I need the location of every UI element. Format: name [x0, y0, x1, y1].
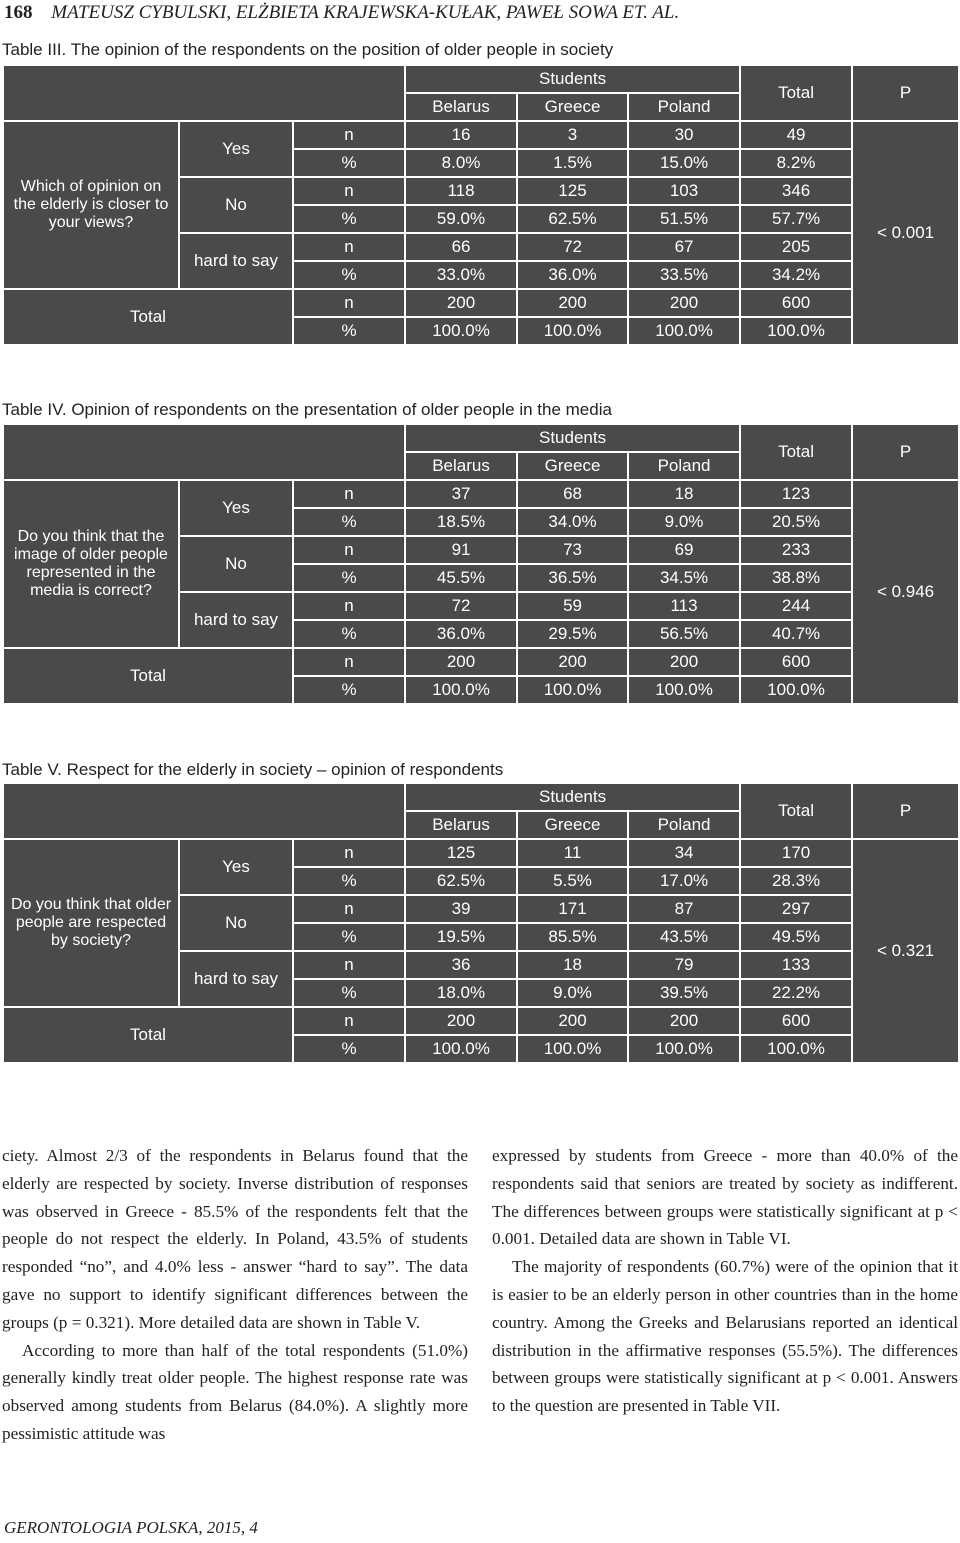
cell: 59.0%	[405, 205, 517, 233]
cell: 34.5%	[628, 564, 740, 592]
cell: 37	[405, 480, 517, 508]
cell: 22.2%	[740, 979, 852, 1007]
cell: 57.7%	[740, 205, 852, 233]
cell: 9.0%	[628, 508, 740, 536]
row-label-n: n	[293, 592, 405, 620]
paragraph: expressed by students from Greece - more than 40.0% of the respondents said that seniors are treated by society as indifferent. The differences between groups were statistically significant at p < 0.001. Detailed data are shown in Table VI.	[492, 1146, 958, 1249]
data-table-2	[2, 782, 960, 1064]
cell: 45.5%	[405, 564, 517, 592]
cell: 297	[740, 895, 852, 923]
cell: 28.3%	[740, 867, 852, 895]
row-label-pct: %	[293, 508, 405, 536]
row-label-n: n	[293, 951, 405, 979]
cell: 244	[740, 592, 852, 620]
cell: 200	[628, 1007, 740, 1035]
header-blank	[3, 424, 405, 480]
cell: 170	[740, 839, 852, 867]
answer-yes: Yes	[179, 839, 293, 895]
cell: 36	[405, 951, 517, 979]
cell: 200	[405, 289, 517, 317]
cell: 36.5%	[517, 564, 628, 592]
p-value: < 0.946	[876, 582, 935, 601]
cell: 34.0%	[517, 508, 628, 536]
data-table-0	[2, 64, 960, 346]
cell: 100.0%	[628, 317, 740, 345]
cell: 19.5%	[405, 923, 517, 951]
cell: 18	[628, 480, 740, 508]
cell: 133	[740, 951, 852, 979]
header-belarus: Belarus	[405, 452, 517, 480]
row-label-pct: %	[293, 1035, 405, 1063]
body-column-left	[2, 1142, 468, 1448]
answer-hard-to-say: hard to say	[179, 951, 293, 1007]
cell: 73	[517, 536, 628, 564]
header-blank	[3, 783, 405, 839]
cell: 33.0%	[405, 261, 517, 289]
cell: 100.0%	[740, 1035, 852, 1063]
question-cell: Do you think that older people are respected by society?	[3, 839, 179, 1007]
cell: 125	[405, 839, 517, 867]
answer-yes: Yes	[179, 480, 293, 536]
question-cell: Do you think that the image of older people represented in the media is correct?	[3, 480, 179, 648]
cell: 200	[405, 1007, 517, 1035]
header-students: Students	[405, 65, 740, 93]
header-p: P	[852, 783, 959, 839]
authors: MATEUSZ CYBULSKI, ELŻBIETA KRAJEWSKA-KUŁAK, PAWEŁ SOWA ET. AL.	[51, 2, 680, 23]
table-4-label: Table IV.	[2, 400, 67, 419]
cell: 79	[628, 951, 740, 979]
cell: 85.5%	[517, 923, 628, 951]
cell: 49	[740, 121, 852, 149]
p-value-cell	[852, 121, 959, 345]
cell: 11	[517, 839, 628, 867]
cell: 200	[405, 648, 517, 676]
cell: 68	[517, 480, 628, 508]
cell: 34	[628, 839, 740, 867]
row-label-pct: %	[293, 205, 405, 233]
header-poland: Poland	[628, 811, 740, 839]
cell: 59	[517, 592, 628, 620]
row-label-n: n	[293, 536, 405, 564]
cell: 3	[517, 121, 628, 149]
cell: 5.5%	[517, 867, 628, 895]
table-3-title: The opinion of the respondents on the position of older people in society	[70, 40, 614, 59]
cell: 205	[740, 233, 852, 261]
cell: 91	[405, 536, 517, 564]
cell: 33.5%	[628, 261, 740, 289]
row-label-pct: %	[293, 149, 405, 177]
data-table-1	[2, 423, 960, 705]
cell: 103	[628, 177, 740, 205]
row-label-pct: %	[293, 979, 405, 1007]
paragraph: ciety. Almost 2/3 of the respondents in Belarus found that the elderly are respected by society. Inverse distribution of responses was observed in Greece - 85.5% of the respondents felt that the people do not respect the elderly. In Poland, 43.5% of students responded “no”, and 4.0% less - answer “hard to say”. The data gave no support to identify significant differences between the groups (p = 0.321). More detailed data are shown in Table V.	[2, 1146, 468, 1332]
cell: 39.5%	[628, 979, 740, 1007]
cell: 8.2%	[740, 149, 852, 177]
cell: 118	[405, 177, 517, 205]
page-number: 168	[4, 2, 33, 23]
cell: 123	[740, 480, 852, 508]
table-3-label: Table III.	[2, 40, 67, 59]
header-greece: Greece	[517, 452, 628, 480]
header-blank	[3, 65, 405, 121]
cell: 100.0%	[740, 676, 852, 704]
header-greece: Greece	[517, 811, 628, 839]
row-label-pct: %	[293, 317, 405, 345]
cell: 38.8%	[740, 564, 852, 592]
p-value-cell	[852, 480, 959, 704]
row-label-pct: %	[293, 923, 405, 951]
cell: 69	[628, 536, 740, 564]
header-p: P	[852, 65, 959, 121]
cell: 56.5%	[628, 620, 740, 648]
cell: 66	[405, 233, 517, 261]
p-value: < 0.001	[876, 223, 935, 242]
cell: 36.0%	[517, 261, 628, 289]
row-label-n: n	[293, 480, 405, 508]
answer-no: No	[179, 895, 293, 951]
body-column-right	[492, 1142, 958, 1420]
answer-hard-to-say: hard to say	[179, 592, 293, 648]
cell: 39	[405, 895, 517, 923]
cell: 200	[517, 648, 628, 676]
cell: 600	[740, 648, 852, 676]
row-label-n: n	[293, 895, 405, 923]
answer-yes: Yes	[179, 121, 293, 177]
row-label-n: n	[293, 648, 405, 676]
journal-footer: GERONTOLOGIA POLSKA, 2015, 4	[4, 1518, 258, 1537]
cell: 36.0%	[405, 620, 517, 648]
row-label-pct: %	[293, 676, 405, 704]
answer-hard-to-say: hard to say	[179, 233, 293, 289]
cell: 113	[628, 592, 740, 620]
cell: 43.5%	[628, 923, 740, 951]
answer-no: No	[179, 536, 293, 592]
cell: 51.5%	[628, 205, 740, 233]
row-label-pct: %	[293, 867, 405, 895]
total-row-label: Total	[3, 1007, 293, 1063]
cell: 1.5%	[517, 149, 628, 177]
cell: 200	[628, 289, 740, 317]
table-5-caption	[2, 760, 503, 780]
cell: 34.2%	[740, 261, 852, 289]
p-value-cell	[852, 839, 959, 1063]
row-label-n: n	[293, 1007, 405, 1035]
row-label-n: n	[293, 839, 405, 867]
row-label-pct: %	[293, 620, 405, 648]
header-poland: Poland	[628, 93, 740, 121]
paragraph: The majority of respondents (60.7%) were of the opinion that it is easier to be an elderly person in other countries than in the home country. Among the Greeks and Belarusians reported an identical distribution in the affirmative responses (55.5%). The differences between groups were statistically significant at p < 0.001. Answers to the question are presented in Table VII.	[492, 1257, 958, 1416]
header-belarus: Belarus	[405, 93, 517, 121]
table-5-label: Table V.	[2, 760, 62, 779]
cell: 600	[740, 1007, 852, 1035]
cell: 72	[405, 592, 517, 620]
running-head	[4, 2, 679, 24]
cell: 15.0%	[628, 149, 740, 177]
cell: 100.0%	[517, 1035, 628, 1063]
cell: 72	[517, 233, 628, 261]
row-label-n: n	[293, 233, 405, 261]
cell: 20.5%	[740, 508, 852, 536]
cell: 9.0%	[517, 979, 628, 1007]
table-4-title: Opinion of respondents on the presentation of older people in the media	[71, 400, 612, 419]
header-greece: Greece	[517, 93, 628, 121]
cell: 16	[405, 121, 517, 149]
cell: 62.5%	[405, 867, 517, 895]
cell: 346	[740, 177, 852, 205]
table-4-caption	[2, 400, 612, 420]
cell: 49.5%	[740, 923, 852, 951]
header-total: Total	[740, 65, 852, 121]
cell: 8.0%	[405, 149, 517, 177]
header-students: Students	[405, 424, 740, 452]
cell: 100.0%	[405, 317, 517, 345]
cell: 200	[628, 648, 740, 676]
question-cell: Which of opinion on the elderly is closer to your views?	[3, 121, 179, 289]
cell: 200	[517, 1007, 628, 1035]
cell: 62.5%	[517, 205, 628, 233]
row-label-n: n	[293, 121, 405, 149]
header-total: Total	[740, 783, 852, 839]
cell: 18.0%	[405, 979, 517, 1007]
cell: 233	[740, 536, 852, 564]
cell: 87	[628, 895, 740, 923]
table-3-caption	[2, 40, 613, 60]
cell: 200	[517, 289, 628, 317]
cell: 100.0%	[517, 317, 628, 345]
cell: 100.0%	[628, 676, 740, 704]
cell: 40.7%	[740, 620, 852, 648]
header-belarus: Belarus	[405, 811, 517, 839]
table-5-title: Respect for the elderly in society – opinion of respondents	[66, 760, 504, 779]
cell: 100.0%	[628, 1035, 740, 1063]
cell: 125	[517, 177, 628, 205]
cell: 171	[517, 895, 628, 923]
row-label-n: n	[293, 289, 405, 317]
row-label-pct: %	[293, 261, 405, 289]
cell: 100.0%	[517, 676, 628, 704]
answer-no: No	[179, 177, 293, 233]
cell: 100.0%	[740, 317, 852, 345]
header-students: Students	[405, 783, 740, 811]
total-row-label: Total	[3, 289, 293, 345]
cell: 67	[628, 233, 740, 261]
cell: 600	[740, 289, 852, 317]
cell: 18	[517, 951, 628, 979]
total-row-label: Total	[3, 648, 293, 704]
cell: 17.0%	[628, 867, 740, 895]
p-value: < 0.321	[876, 941, 935, 960]
cell: 29.5%	[517, 620, 628, 648]
row-label-n: n	[293, 177, 405, 205]
paragraph: According to more than half of the total respondents (51.0%) generally kindly treat older people. The highest response rate was observed among students from Belarus (84.0%). A slightly more pessimistic attitude was	[2, 1340, 468, 1443]
cell: 18.5%	[405, 508, 517, 536]
row-label-pct: %	[293, 564, 405, 592]
cell: 100.0%	[405, 676, 517, 704]
cell: 30	[628, 121, 740, 149]
header-total: Total	[740, 424, 852, 480]
header-poland: Poland	[628, 452, 740, 480]
cell: 100.0%	[405, 1035, 517, 1063]
header-p: P	[852, 424, 959, 480]
